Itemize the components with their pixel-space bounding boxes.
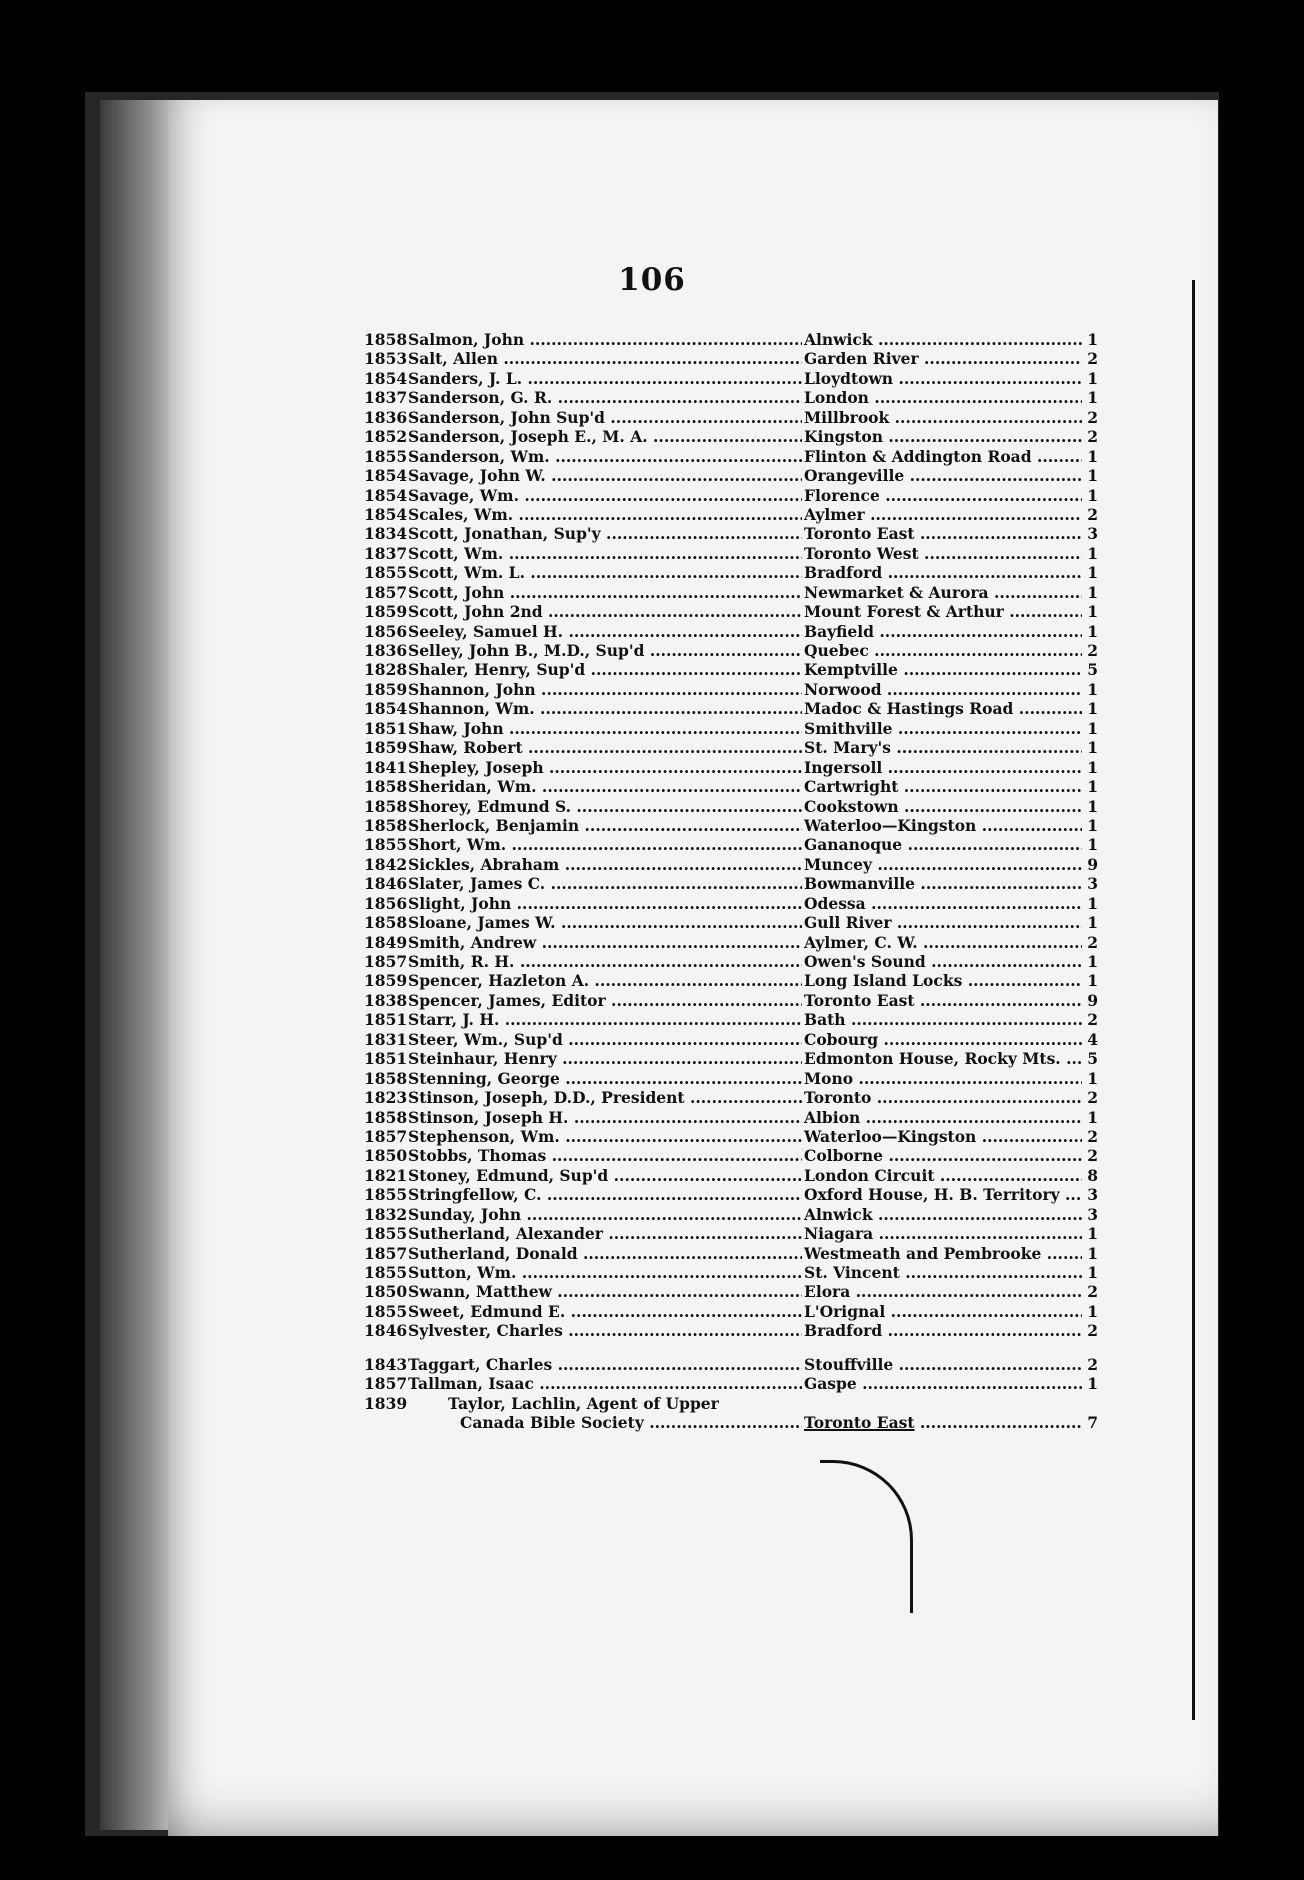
entry-place: Kemptville .....: [802, 660, 1082, 679]
entry-count: 2: [1087, 349, 1098, 369]
entry-name: Shannon, Wm. .....: [404, 699, 802, 718]
list-item: [364, 524, 1098, 544]
entry-place: Smithville .....: [802, 719, 1082, 738]
entry-count: 2: [1087, 641, 1098, 660]
list-item: [364, 660, 1098, 680]
entry-place: Toronto East .....: [802, 524, 1082, 543]
entry-count: 1: [1087, 602, 1098, 622]
entry-name: Taggart, Charles .....: [404, 1355, 802, 1374]
list-item: [364, 582, 1098, 602]
entry-year: 1856: [364, 893, 408, 913]
entry-count: 1: [1087, 757, 1098, 777]
entry-name: Sanderson, John Sup'd .....: [404, 408, 802, 427]
entry-name: Sutton, Wm. .....: [404, 1263, 802, 1282]
entry-year: 1859: [364, 679, 408, 699]
entry-name: Salmon, John .....: [404, 330, 802, 349]
entry-name: Salt, Allen .....: [404, 349, 802, 368]
entry-year: 1856: [364, 621, 408, 641]
entry-count: 1: [1087, 777, 1098, 797]
entry-count: 3: [1087, 1204, 1098, 1224]
entry-place: Stouffville .....: [802, 1355, 1082, 1374]
entry-year: 1832: [364, 1204, 408, 1224]
list-item: [364, 1374, 1098, 1394]
entry-count: 1: [1087, 1301, 1098, 1321]
entry-count: 1: [1087, 485, 1098, 505]
entry-year: 1855: [364, 446, 408, 466]
entry-list: [364, 330, 1098, 1433]
entry-place: Gull River .....: [802, 913, 1082, 932]
list-item: [364, 932, 1098, 952]
entry-name: Stringfellow, C. .....: [404, 1185, 802, 1204]
list-item: [364, 1204, 1098, 1224]
list-item: [364, 543, 1098, 563]
entry-year: 1858: [364, 913, 408, 933]
entry-name: Stinson, Joseph, D.D., President .....: [404, 1088, 802, 1107]
entry-count: 1: [1087, 815, 1098, 835]
entry-year: 1838: [364, 990, 408, 1010]
entry-count: 1: [1087, 1243, 1098, 1263]
entry-name: Sunday, John .....: [404, 1205, 802, 1224]
entry-year: 1858: [364, 330, 408, 349]
entry-count: 7: [1087, 1413, 1098, 1433]
entry-place: Cookstown .....: [802, 797, 1082, 816]
list-item: [364, 407, 1098, 427]
entry-year: 1859: [364, 971, 408, 991]
entry-place: Bradford .....: [802, 563, 1082, 582]
entry-count: 5: [1087, 1049, 1098, 1069]
entry-year: 1858: [364, 815, 408, 835]
entry-count: 1: [1087, 1224, 1098, 1244]
entry-name: Steinhaur, Henry .....: [404, 1049, 802, 1068]
entry-place: Westmeath and Pembrooke .....: [802, 1244, 1082, 1263]
entry-place: Madoc & Hastings Road .....: [802, 699, 1082, 718]
entry-name: Shaw, Robert .....: [404, 738, 802, 757]
entry-place: Albion .....: [802, 1108, 1082, 1127]
entry-count: 1: [1087, 466, 1098, 486]
entry-year: 1834: [364, 524, 408, 544]
entry-year: 1855: [364, 1263, 408, 1282]
entry-name: Scott, John 2nd .....: [404, 602, 802, 621]
entry-count: 1: [1087, 913, 1098, 933]
list-item: [364, 796, 1098, 816]
entry-year: 1854: [364, 504, 408, 524]
entry-count: 2: [1087, 1321, 1098, 1341]
list-item: [364, 1126, 1098, 1146]
entry-name: Shorey, Edmund S. .....: [404, 797, 802, 816]
entry-count: 1: [1087, 368, 1098, 388]
entry-place: Florence .....: [802, 486, 1082, 505]
entry-count: 1: [1087, 738, 1098, 758]
entry-count: 5: [1087, 660, 1098, 680]
entry-count: 9: [1087, 990, 1098, 1010]
entry-year: 1857: [364, 1374, 408, 1394]
list-item: [364, 427, 1098, 447]
entry-year: 1857: [364, 952, 408, 971]
entry-year: 1850: [364, 1282, 408, 1302]
entry-count: 4: [1087, 1029, 1098, 1049]
entry-name: Savage, John W. .....: [404, 466, 802, 485]
entry-place: Newmarket & Aurora .....: [802, 583, 1082, 602]
entry-year: 1831: [364, 1029, 408, 1049]
entry-count: 1: [1087, 1068, 1098, 1088]
entry-year: 1836: [364, 407, 408, 427]
entry-year: 1843: [364, 1354, 408, 1374]
list-item: [364, 854, 1098, 874]
list-item: [364, 1282, 1098, 1302]
entry-place: Long Island Locks .....: [802, 971, 1082, 990]
list-item: [364, 1321, 1098, 1341]
entry-year: 1849: [364, 932, 408, 952]
entry-count: 1: [1087, 971, 1098, 991]
entry-name: Stobbs, Thomas .....: [404, 1146, 802, 1165]
entry-name: Scales, Wm. .....: [404, 505, 802, 524]
list-item: [364, 990, 1098, 1010]
entry-name: Sanderson, Joseph E., M. A. .....: [404, 427, 802, 446]
entry-count: 1: [1087, 388, 1098, 408]
entry-name: Sutherland, Alexander .....: [404, 1224, 802, 1243]
entry-name: Smith, Andrew .....: [404, 933, 802, 952]
list-item: [364, 699, 1098, 719]
entry-year: 1851: [364, 718, 408, 738]
entry-place: St. Vincent .....: [802, 1263, 1082, 1282]
entry-place: London Circuit .....: [802, 1166, 1082, 1185]
list-item: [364, 504, 1098, 524]
list-item: [364, 621, 1098, 641]
entry-place: Bowmanville .....: [802, 874, 1082, 893]
entry-name: Sanders, J. L. .....: [404, 369, 802, 388]
entry-count: 1: [1087, 679, 1098, 699]
entry-year: 1855: [364, 563, 408, 583]
list-item: [364, 913, 1098, 933]
entry-year: 1841: [364, 757, 408, 777]
entry-name: Sylvester, Charles .....: [404, 1321, 802, 1340]
entry-place: Norwood .....: [802, 680, 1082, 699]
list-item: [364, 893, 1098, 913]
entry-name: Slight, John .....: [404, 894, 802, 913]
entry-name: Scott, John .....: [404, 583, 802, 602]
entry-year: 1855: [364, 1224, 408, 1244]
entry-count: 1: [1087, 835, 1098, 855]
list-item: [364, 466, 1098, 486]
entry-place: Quebec .....: [802, 641, 1082, 660]
entry-name: Sickles, Abraham .....: [404, 855, 802, 874]
entry-name: Savage, Wm. .....: [404, 486, 802, 505]
list-item: [364, 388, 1098, 408]
list-item: [364, 679, 1098, 699]
list-item: [364, 1224, 1098, 1244]
entry-place: Bradford .....: [802, 1321, 1082, 1340]
list-item: [364, 1010, 1098, 1030]
entry-place: Waterloo—Kingston .....: [802, 816, 1082, 835]
entry-year: 1837: [364, 543, 408, 563]
entry-count: 1: [1087, 446, 1098, 466]
entry-year: 1855: [364, 835, 408, 855]
entry-place: Flinton & Addington Road .....: [802, 447, 1082, 466]
entry-name: Starr, J. H. .....: [404, 1010, 802, 1029]
entry-place: Millbrook .....: [802, 408, 1082, 427]
entry-name: Sutherland, Donald .....: [404, 1244, 802, 1263]
entry-place: London .....: [802, 388, 1082, 407]
entry-place: Toronto East .....: [802, 1413, 1082, 1432]
list-item: [364, 1263, 1098, 1282]
entry-name: Selley, John B., M.D., Sup'd .....: [404, 641, 802, 660]
entry-year: 1857: [364, 1126, 408, 1146]
entry-place: Lloydtown .....: [802, 369, 1082, 388]
entry-count: 2: [1087, 407, 1098, 427]
entry-name: Shaler, Henry, Sup'd .....: [404, 660, 802, 679]
entry-count: 2: [1087, 932, 1098, 952]
entry-name: Smith, R. H. .....: [404, 952, 802, 971]
entry-year: 1857: [364, 582, 408, 602]
entry-place: L'Orignal .....: [802, 1302, 1082, 1321]
list-item: [364, 1049, 1098, 1069]
entry-place: Gananoque .....: [802, 835, 1082, 854]
entry-year: 1853: [364, 349, 408, 369]
entry-year: 1842: [364, 854, 408, 874]
list-item: [364, 368, 1098, 388]
entry-year: 1858: [364, 1107, 408, 1127]
entry-year: 1850: [364, 1146, 408, 1166]
entry-count: 2: [1087, 1146, 1098, 1166]
entry-count: 1: [1087, 796, 1098, 816]
list-item: [364, 563, 1098, 583]
entry-year: 1858: [364, 777, 408, 797]
list-item: [364, 641, 1098, 660]
entry-count: 3: [1087, 1185, 1098, 1205]
list-item: [364, 757, 1098, 777]
entry-count: 2: [1087, 504, 1098, 524]
entry-name: Sweet, Edmund E. .....: [404, 1302, 802, 1321]
entry-place: Edmonton House, Rocky Mts. .....: [802, 1049, 1082, 1068]
list-item: [364, 874, 1098, 894]
list-item: [364, 952, 1098, 971]
entry-count: 1: [1087, 543, 1098, 563]
entry-year: 1854: [364, 699, 408, 719]
entry-name: Sanderson, Wm. .....: [404, 447, 802, 466]
entry-count: 2: [1087, 1088, 1098, 1108]
entry-year: 1821: [364, 1165, 408, 1185]
entry-name: Shannon, John .....: [404, 680, 802, 699]
entry-place: Toronto .....: [802, 1088, 1082, 1107]
list-item: [364, 1068, 1098, 1088]
entry-name: Scott, Jonathan, Sup'y .....: [404, 524, 802, 543]
entry-count: 3: [1087, 524, 1098, 544]
entry-count: 1: [1087, 718, 1098, 738]
entry-name: Stephenson, Wm. .....: [404, 1127, 802, 1146]
entry-place: Niagara .....: [802, 1224, 1082, 1243]
entry-year: 1854: [364, 466, 408, 486]
list-item: [364, 446, 1098, 466]
entry-name: Seeley, Samuel H. .....: [404, 622, 802, 641]
list-item: [364, 971, 1098, 991]
entry-place: Mount Forest & Arthur .....: [802, 602, 1082, 621]
list-item: [364, 1088, 1098, 1108]
entry-count: 2: [1087, 427, 1098, 447]
entry-year: 1858: [364, 796, 408, 816]
list-item: [364, 1243, 1098, 1263]
entry-year: 1859: [364, 738, 408, 758]
list-item: [364, 1354, 1098, 1374]
entry-year: 1839: [364, 1393, 408, 1413]
list-item: [364, 1146, 1098, 1166]
entry-name: Spencer, James, Editor .....: [404, 991, 802, 1010]
entry-year: 1855: [364, 1301, 408, 1321]
entry-name: Tallman, Isaac .....: [404, 1374, 802, 1393]
list-item: [364, 815, 1098, 835]
entry-count: 1: [1087, 1374, 1098, 1394]
entry-year: 1846: [364, 1321, 408, 1341]
entry-year: 1852: [364, 427, 408, 447]
entry-name: Sherlock, Benjamin .....: [404, 816, 802, 835]
list-item: [364, 1107, 1098, 1127]
entry-count: 1: [1087, 699, 1098, 719]
entry-year: 1859: [364, 602, 408, 622]
list-item: [364, 738, 1098, 758]
entry-place: St. Mary's .....: [802, 738, 1082, 757]
entry-place: Kingston .....: [802, 427, 1082, 446]
list-item: [364, 602, 1098, 622]
entry-count: 2: [1087, 1282, 1098, 1302]
entry-count: 2: [1087, 1354, 1098, 1374]
entry-place: Toronto West .....: [802, 544, 1082, 563]
entry-name: Sheridan, Wm. .....: [404, 777, 802, 796]
entry-place: Ingersoll .....: [802, 758, 1082, 777]
entry-year: 1836: [364, 641, 408, 660]
entry-place: Mono .....: [802, 1069, 1082, 1088]
entry-count: 9: [1087, 854, 1098, 874]
entry-place: Aylmer .....: [802, 505, 1082, 524]
entry-count: 1: [1087, 330, 1098, 349]
entry-count: 1: [1087, 1107, 1098, 1127]
list-item: [364, 1185, 1098, 1205]
entry-count: 1: [1087, 582, 1098, 602]
entry-place: Cobourg .....: [802, 1030, 1082, 1049]
entry-year: 1858: [364, 1068, 408, 1088]
entry-name: Slater, James C. .....: [404, 874, 802, 893]
entry-year: 1823: [364, 1088, 408, 1108]
list-item: [364, 1301, 1098, 1321]
entry-name: Shepley, Joseph .....: [404, 758, 802, 777]
entry-year: 1857: [364, 1243, 408, 1263]
list-item: [364, 1394, 1088, 1413]
entry-name: Swann, Matthew .....: [404, 1282, 802, 1301]
entry-name: Stoney, Edmund, Sup'd .....: [404, 1166, 802, 1185]
entry-place: Gaspe .....: [802, 1374, 1082, 1393]
entry-name: Stenning, George .....: [404, 1069, 802, 1088]
entry-count: 3: [1087, 874, 1098, 894]
entry-count: 2: [1087, 1010, 1098, 1030]
entry-place: Aylmer, C. W. .....: [802, 933, 1082, 952]
list-item: [364, 777, 1098, 797]
list-item: [364, 835, 1098, 855]
list-item: [364, 485, 1098, 505]
entry-name: Steer, Wm., Sup'd .....: [404, 1030, 802, 1049]
entry-name: Short, Wm. .....: [404, 835, 802, 854]
entry-count: 1: [1087, 952, 1098, 971]
page-right-edge: [1192, 280, 1217, 1720]
entry-year: 1828: [364, 660, 408, 680]
entry-name-continued: Canada Bible Society .....: [404, 1413, 802, 1432]
entry-place: Garden River .....: [802, 349, 1082, 368]
entry-place: Alnwick .....: [802, 1205, 1082, 1224]
list-item: [364, 330, 1098, 349]
entry-place: Elora .....: [802, 1282, 1082, 1301]
list-item: [364, 349, 1098, 369]
entry-year: 1854: [364, 368, 408, 388]
entry-place: Waterloo—Kingston .....: [802, 1127, 1082, 1146]
entry-name: Sanderson, G. R. .....: [404, 388, 802, 407]
entry-place: Cartwright .....: [802, 777, 1082, 796]
entry-place: Bath .....: [802, 1010, 1082, 1029]
entry-name: Scott, Wm. L. .....: [404, 563, 802, 582]
entry-place: Toronto East .....: [802, 991, 1082, 1010]
entry-name: Scott, Wm. .....: [404, 544, 802, 563]
entry-year: 1855: [364, 1185, 408, 1205]
entry-place: Alnwick .....: [802, 330, 1082, 349]
entry-name: Stinson, Joseph H. .....: [404, 1108, 802, 1127]
entry-count: 1: [1087, 893, 1098, 913]
entry-place: Muncey .....: [802, 855, 1082, 874]
entry-name: Shaw, John .....: [404, 719, 802, 738]
entry-name: Spencer, Hazleton A. .....: [404, 971, 802, 990]
entry-count: 8: [1087, 1165, 1098, 1185]
entry-place: Colborne .....: [802, 1146, 1082, 1165]
entry-year: 1851: [364, 1049, 408, 1069]
entry-place: Bayfield .....: [802, 622, 1082, 641]
list-item: [364, 1413, 1098, 1433]
list-item: [364, 1165, 1098, 1185]
entry-year: 1846: [364, 874, 408, 894]
entry-count: 2: [1087, 1126, 1098, 1146]
list-item: [364, 1029, 1098, 1049]
entry-name: Sloane, James W. .....: [404, 913, 802, 932]
entry-year: 1851: [364, 1010, 408, 1030]
list-item: [364, 718, 1098, 738]
book-spine: [100, 100, 170, 1830]
entry-count: 1: [1087, 563, 1098, 583]
entry-year: 1837: [364, 388, 408, 408]
entry-count: 1: [1087, 1263, 1098, 1282]
entry-place: Orangeville .....: [802, 466, 1082, 485]
entry-place: Oxford House, H. B. Territory .....: [802, 1185, 1082, 1204]
entry-year: 1854: [364, 485, 408, 505]
entry-place: Odessa .....: [802, 894, 1082, 913]
entry-count: 1: [1087, 621, 1098, 641]
page-number: 106: [618, 262, 686, 298]
entry-place: Owen's Sound .....: [802, 952, 1082, 971]
entry-name: Taylor, Lachlin, Agent of Upper: [448, 1393, 719, 1413]
